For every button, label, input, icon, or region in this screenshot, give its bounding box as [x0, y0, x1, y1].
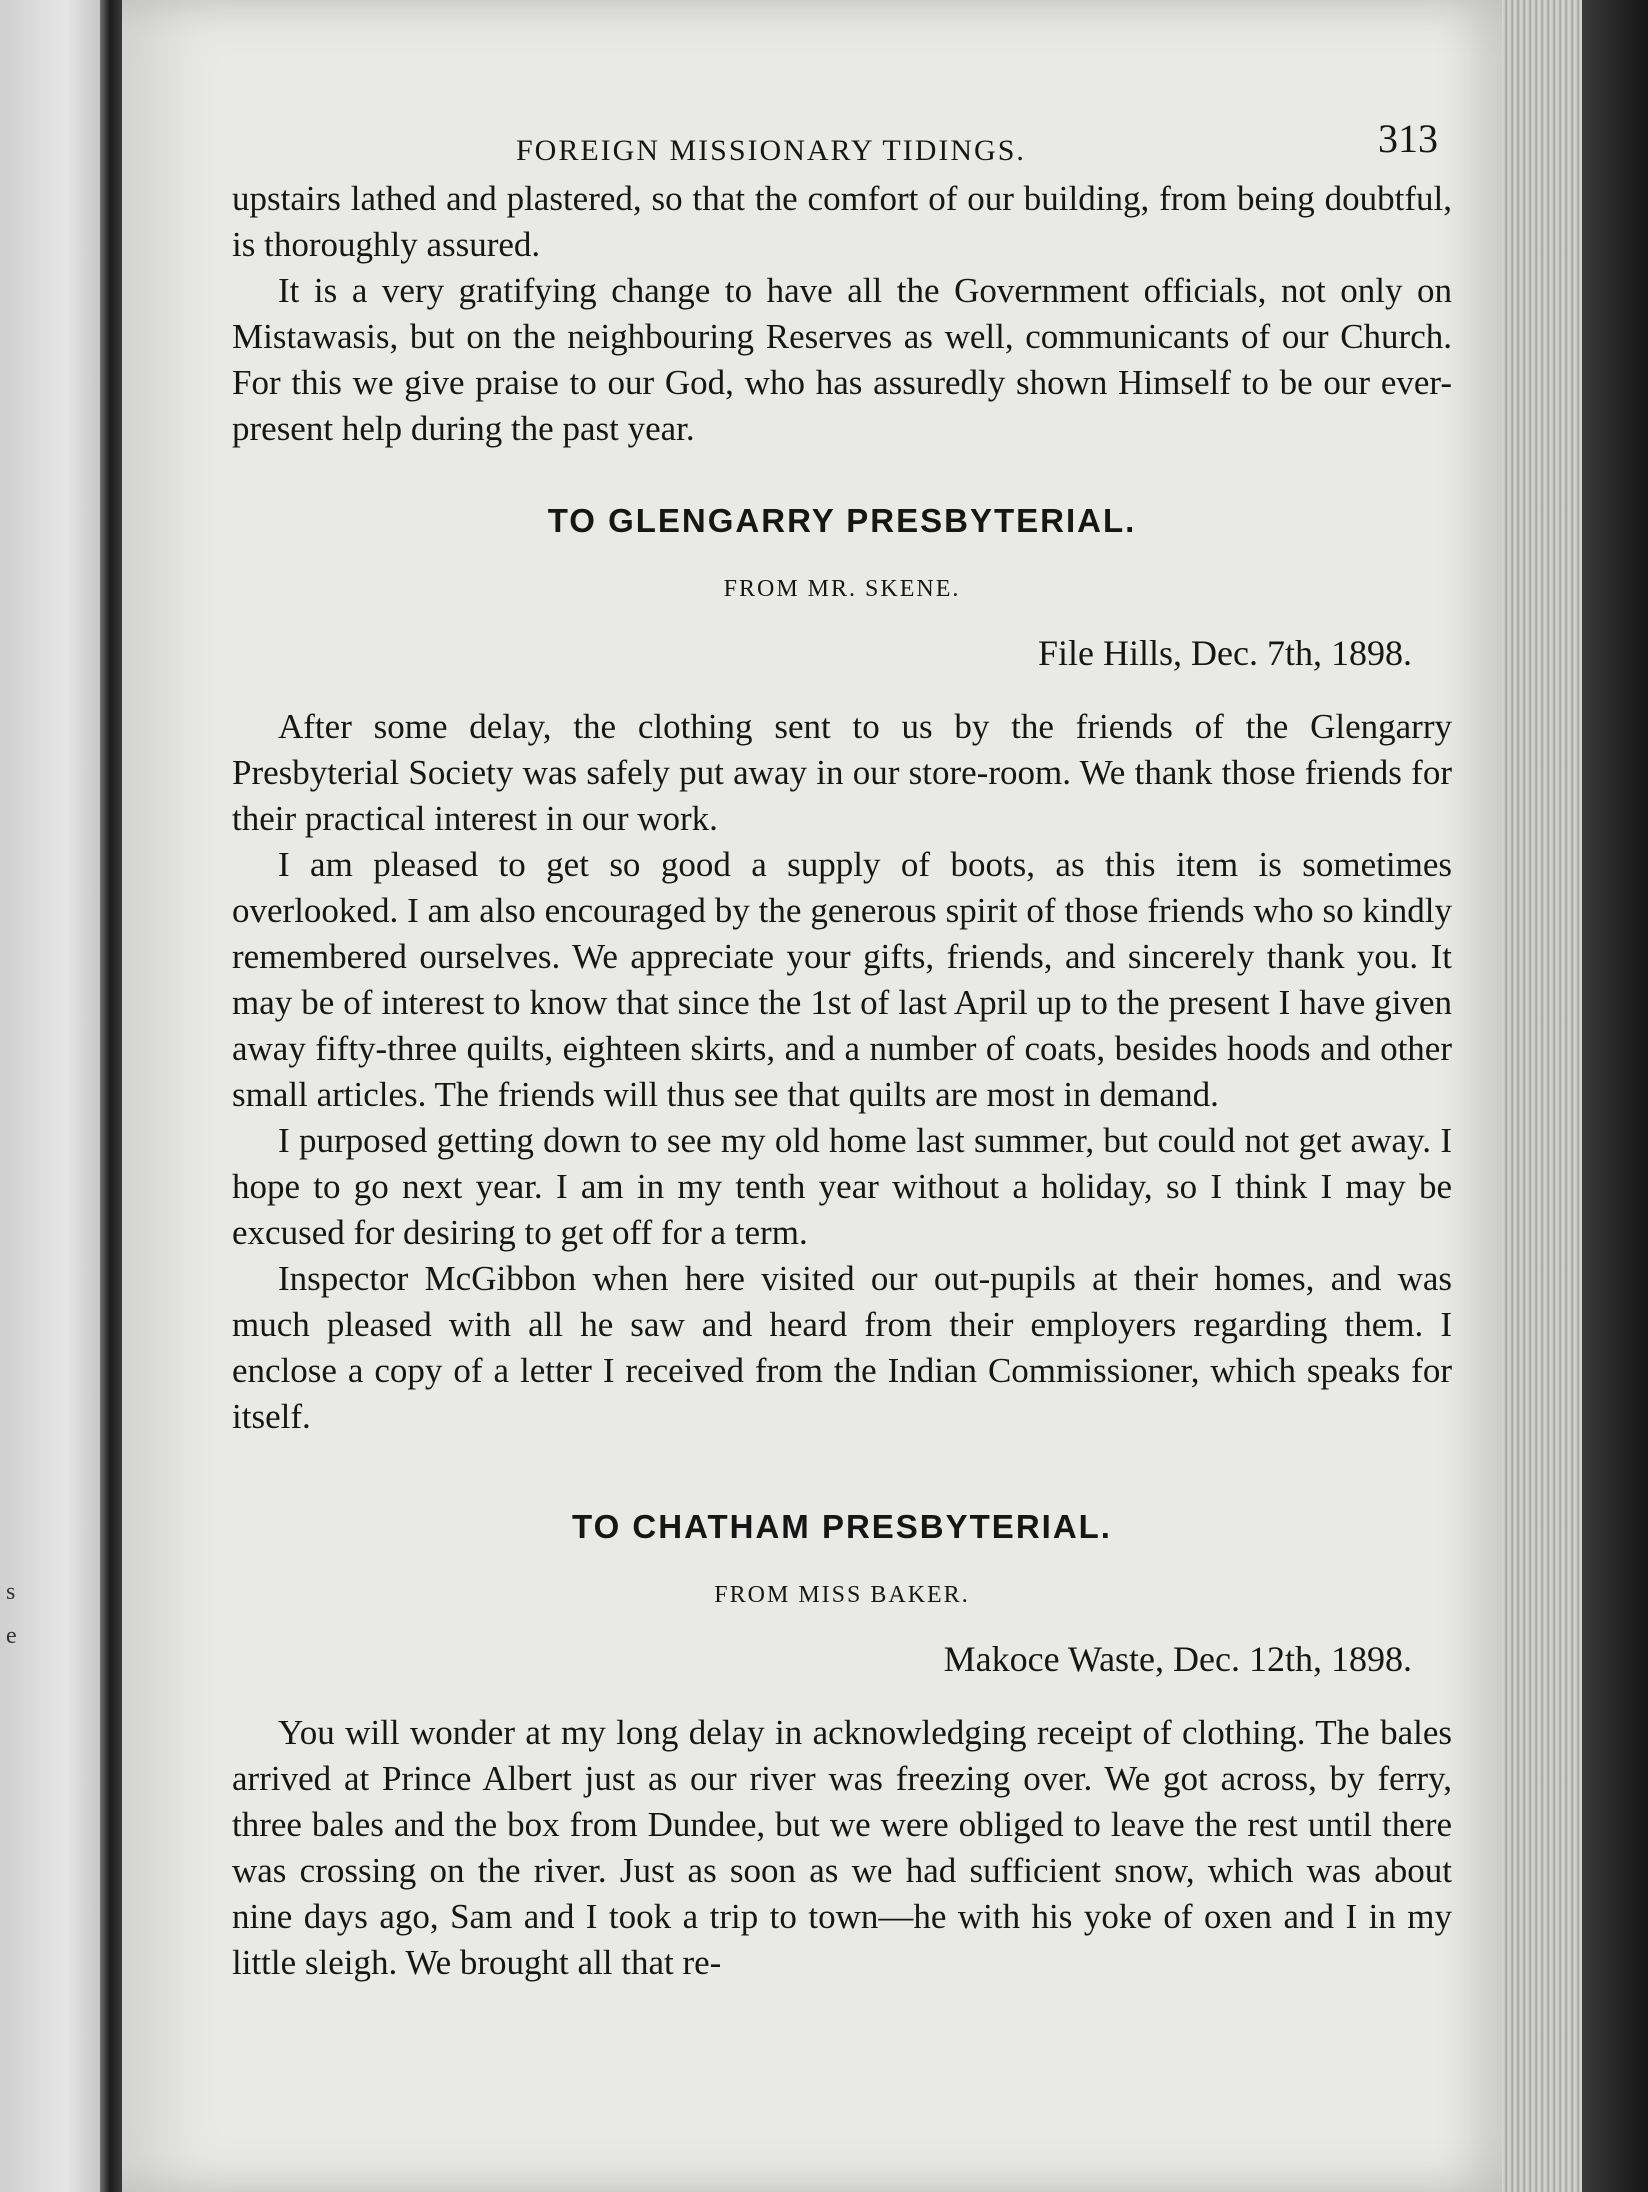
- fragment-letter: e: [6, 1623, 17, 1649]
- letter-dateline: Makoce Waste, Dec. 12th, 1898.: [943, 1639, 1412, 1679]
- section-heading: TO GLENGARRY PRESBYTERIAL.: [547, 502, 1137, 539]
- body-paragraph: I purposed getting down to see my old home last summer, but could not get away. I hope to go next year. I am in my tenth year without a holiday, so I think I may be excused for desiring to get off for a term.: [232, 1121, 1452, 1252]
- facing-page-edge: [0, 0, 110, 2192]
- section-heading: TO CHATHAM PRESBYTERIAL.: [572, 1508, 1112, 1545]
- page-content: [232, 112, 1452, 1986]
- running-header: [232, 112, 1452, 170]
- page-number: 313: [1378, 116, 1438, 161]
- book-gutter: [100, 0, 122, 2192]
- fragment-letter: s: [6, 1579, 16, 1605]
- continuation-paragraph: upstairs lathed and plastered, so that the comfort of our building, from being doubtful, is thoroughly assured.: [232, 179, 1452, 264]
- running-title: FOREIGN MISSIONARY TIDINGS.: [516, 134, 1026, 167]
- letter-dateline: File Hills, Dec. 7th, 1898.: [1038, 633, 1412, 673]
- body-paragraph: You will wonder at my long delay in acknowledging receipt of clothing. The bales arrived at Prince Albert just as our river was freezing over. We got across, by ferry, three bales and the box from Dundee, but we were obliged to leave the rest until there was crossing on the river. Just as soon as we had sufficient snow, which was about nine days ago, Sam and I took a trip to town—he with his yoke of oxen and I in my little sleigh. We brought all that re-: [232, 1713, 1452, 1982]
- section-byline: FROM MISS BAKER.: [714, 1582, 970, 1608]
- facing-page-fragments: [6, 1570, 46, 1658]
- book-cover-edge: [1582, 0, 1648, 2192]
- section-byline: FROM MR. SKENE.: [723, 576, 961, 602]
- page-stack-edges: [1502, 0, 1582, 2192]
- body-paragraph: Inspector McGibbon when here visited our out-pupils at their homes, and was much pleased with all he saw and heard from their employers regarding them. I enclose a copy of a letter I received from the Indian Commissioner, which speaks for itself.: [232, 1259, 1452, 1436]
- body-paragraph: I am pleased to get so good a supply of boots, as this item is sometimes overlooked. I am also encouraged by the generous spirit of those friends who so kindly remembered ourselves. We appreciate your gifts, friends, and sincerely thank you. It may be of interest to know that since the 1st of last April up to the present I have given away fifty-three quilts, eighteen skirts, and a number of coats, besides hoods and other small articles. The friends will thus see that quilts are most in demand.: [232, 845, 1452, 1114]
- body-paragraph: It is a very gratifying change to have all the Government officials, not only on Mistawasis, but on the neighbouring Reserves as well, communicants of our Church. For this we give praise to our God, who has assuredly shown Himself to be our ever-present help during the past year.: [232, 271, 1452, 448]
- body-paragraph: After some delay, the clothing sent to us by the friends of the Glengarry Presbyterial Society was safely put away in our store-room. We thank those friends for their practical interest in our work.: [232, 707, 1452, 838]
